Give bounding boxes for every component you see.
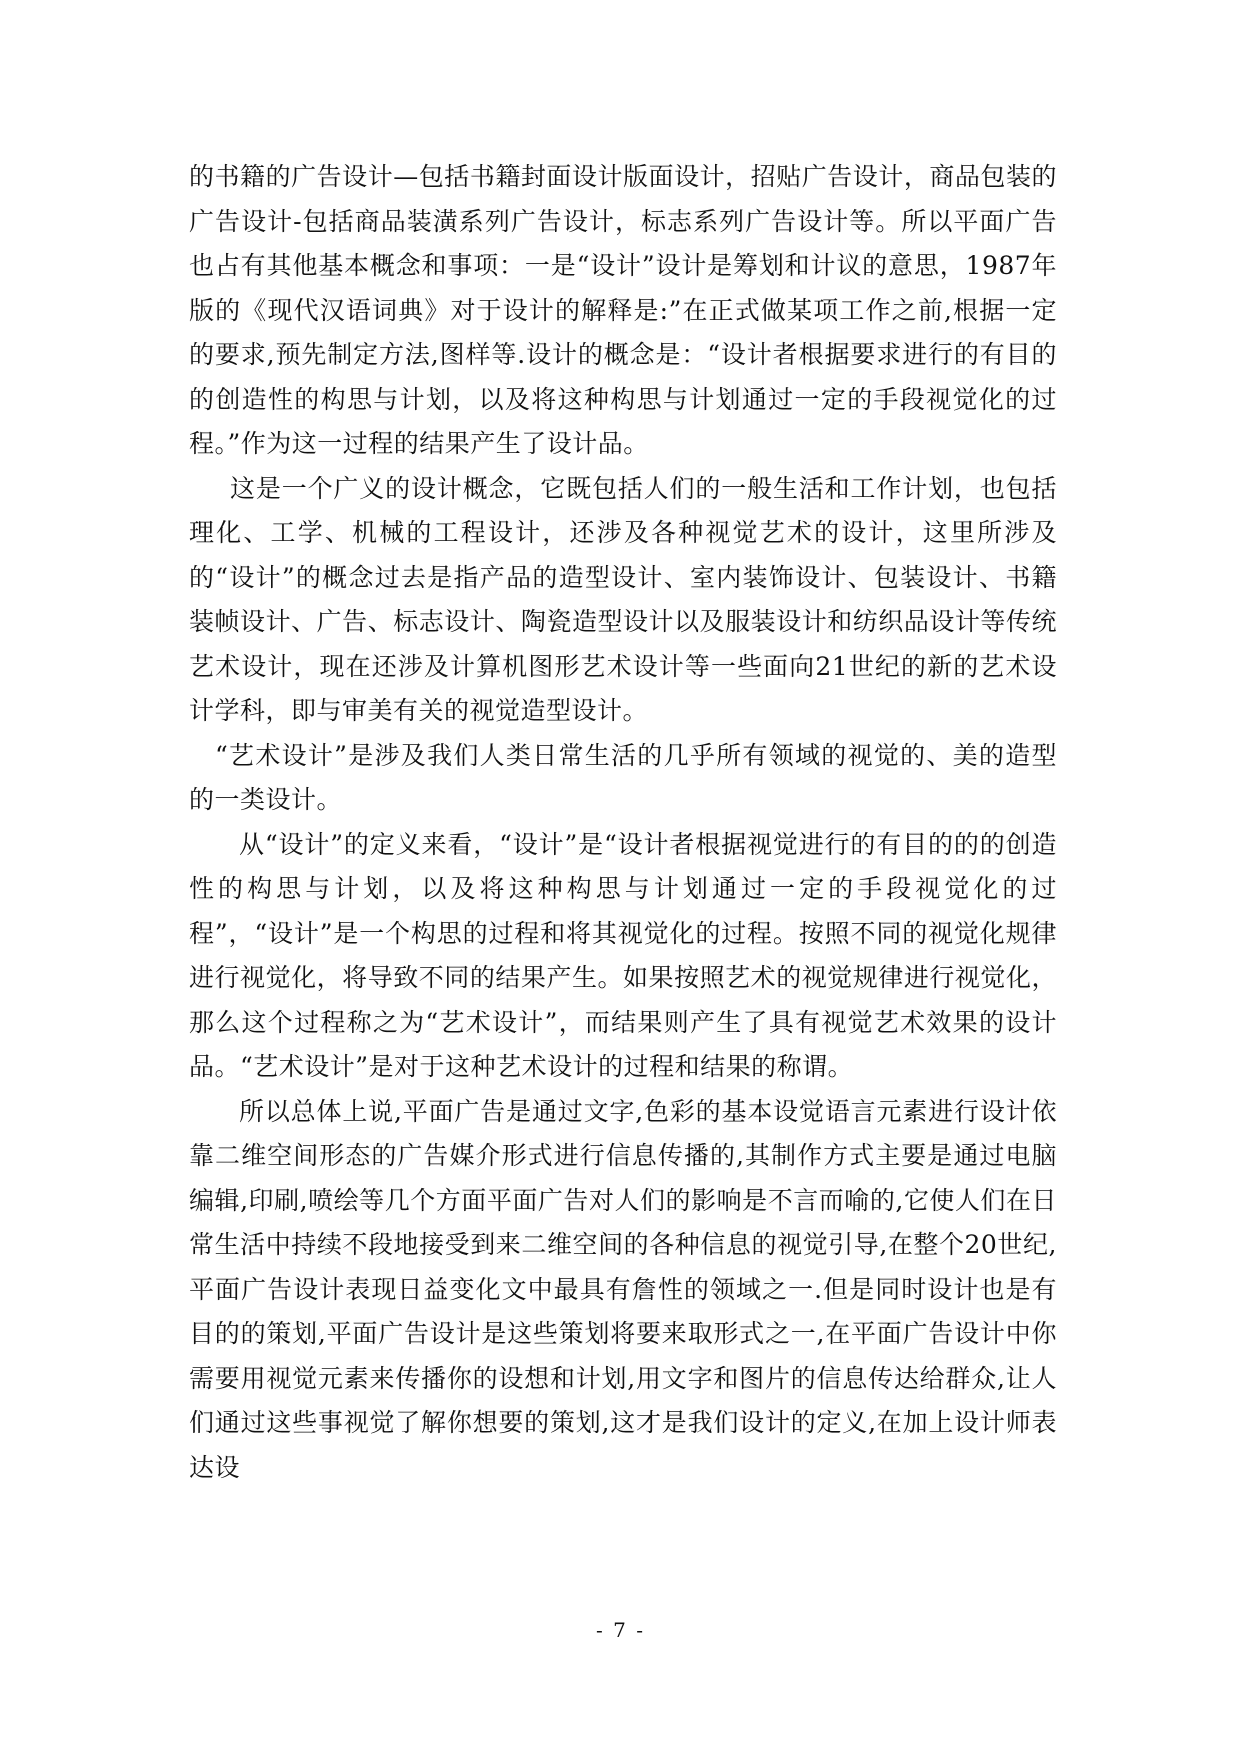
page-number: - 7 - [596,1618,645,1642]
body-text [189,155,1057,1490]
paragraph-3: “艺术设计”是涉及我们人类日常生活的几乎所有领域的视觉的、美的造型的一类设计。 [189,740,1057,814]
paragraph-2: 这是一个广义的设计概念，它既包括人们的一般生活和工作计划，也包括理化、工学、机械的工程设计，还涉及各种视觉艺术的设计，这里所涉及的“设计”的概念过去是指产品的造型设计、室内装饰设计、包装设计、书籍装帧设计、广告、标志设计、陶瓷造型设计以及服装设计和纺织品设计等传统艺术设计，现在还涉及计算机图形艺术设计等一些面向21世纪的新的艺术设计学科，即与审美有关的视觉造型设计。 [189,473,1057,725]
paragraph-1: 的书籍的广告设计—包括书籍封面设计版面设计，招贴广告设计，商品包装的广告设计-包括商品装潢系列广告设计，标志系列广告设计等。所以平面广告也占有其他基本概念和事项：一是“设计”设计是筹划和计议的意思，1987年版的《现代汉语词典》对于设计的解释是:”在正式做某项工作之前,根据一定的要求,预先制定方法,图样等.设计的概念是：“设计者根据要求进行的有目的的创造性的构思与计划，以及将这种构思与计划通过一定的手段视觉化的过程。”作为这一过程的结果产生了设计品。 [189,162,1057,458]
paragraph-4: 从“设计”的定义来看，“设计”是“设计者根据视觉进行的有目的的的创造性的构思与计划，以及将这种构思与计划通过一定的手段视觉化的过程”，“设计”是一个构思的过程和将其视觉化的过程。按照不同的视觉化规律进行视觉化，将导致不同的结果产生。如果按照艺术的视觉规律进行视觉化，那么这个过程称之为“艺术设计”，而结果则产生了具有视觉艺术效果的设计品。“艺术设计”是对于这种艺术设计的过程和结果的称谓。 [189,829,1057,1081]
paragraph-5: 所以总体上说,平面广告是通过文字,色彩的基本设觉语言元素进行设计依靠二维空间形态的广告媒介形式进行信息传播的,其制作方式主要是通过电脑编辑,印刷,喷绘等几个方面平面广告对人们的影响是不言而喻的,它使人们在日常生活中持续不段地接受到来二维空间的各种信息的视觉引导,在整个20世纪,平面广告设计表现日益变化文中最具有詹性的领域之一.但是同时设计也是有目的的策划,平面广告设计是这些策划将要来取形式之一,在平面广告设计中你需要用视觉元素来传播你的设想和计划,用文字和图片的信息传达给群众,让人们通过这些事视觉了解你想要的策划,这才是我们设计的定义,在加上设计师表达设 [189,1096,1057,1482]
